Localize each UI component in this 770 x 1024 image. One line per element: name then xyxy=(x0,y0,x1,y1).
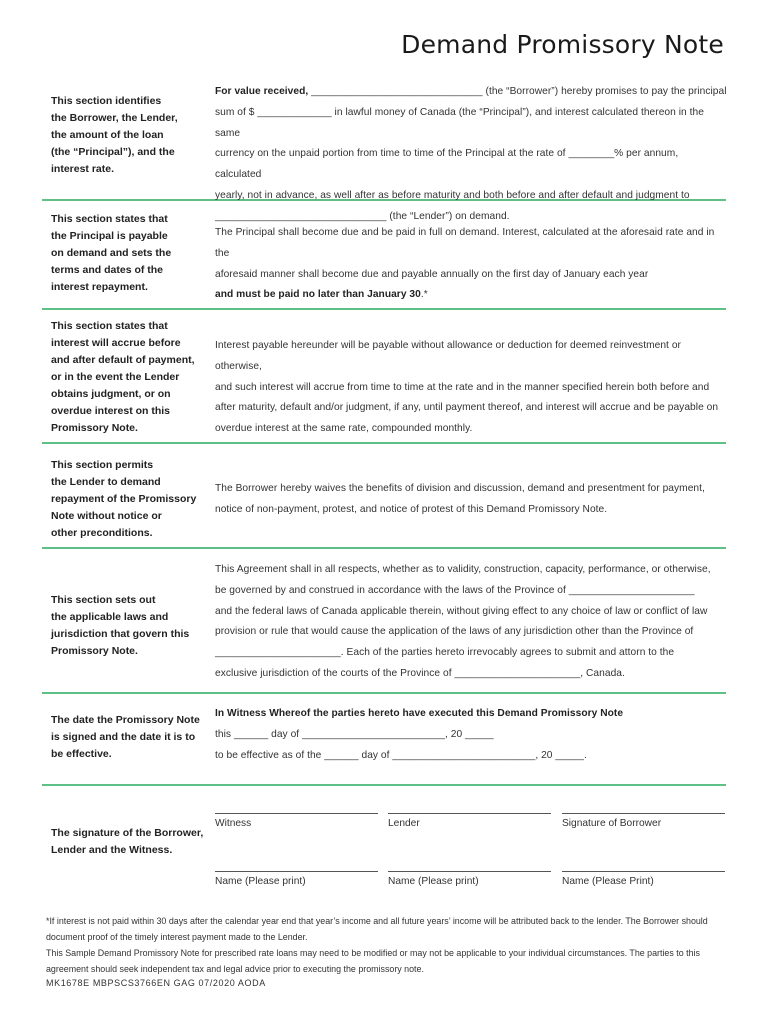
governing-law-clause: This Agreement shall in all respects, whether as to validity, construction, capacity, performance, or otherwise, be governed by and construed in accordance with the laws of the Province of ______________________ and the federal laws of Canada applicable therein, without giving effect to any choice of law or conflict of law provision or rule that would cause the application of the laws of any jurisdiction other than the Province of ______________________. Each of the parties hereto irrevocably agrees to submit and attorn to the exclusive jurisdiction of the courts of the Province of ______________________, Canada. xyxy=(215,564,711,679)
signing-day-field[interactable]: ______ xyxy=(233,728,269,740)
interest-rate-field[interactable]: ________ xyxy=(568,148,615,160)
province-field[interactable]: ______________________ xyxy=(215,647,341,659)
province-field[interactable]: ______________________ xyxy=(568,584,695,596)
section-divider xyxy=(42,784,726,786)
section-description: The signature of the Borrower, Lender and the Witness. xyxy=(51,827,204,856)
form-code: MK1678E MBPSCS3766EN GAG 07/2020 AODA xyxy=(46,978,266,988)
section-divider xyxy=(42,442,726,444)
witness-signature-line[interactable] xyxy=(215,813,378,814)
effective-day-field[interactable]: ______ xyxy=(324,749,359,761)
section-description: This section states that the Principal is payable on demand and sets the terms and dates of the interest repayment. xyxy=(51,213,172,293)
borrower-signature-label: Signature of Borrower xyxy=(562,818,662,829)
interest-accrual-clause: Interest payable hereunder will be payable without allowance or deduction for deemed reinvestment or otherwise, and such interest will accrue from time to time at the rate and in the manner specified herein both before and after maturity, default and/or judgment, if any, until payment thereof, and interest will accrue and be payable on overdue interest at the same rate, compounded monthly. xyxy=(215,340,719,435)
section-divider xyxy=(42,547,726,549)
principal-amount-field[interactable]: _____________ xyxy=(257,106,332,118)
witness-label: Witness xyxy=(215,818,252,829)
borrower-name-field[interactable]: ______________________________ xyxy=(311,86,483,97)
province-field[interactable]: ______________________ xyxy=(454,667,581,679)
section-description: This section sets out the applicable laws and jurisdiction that govern this Promissory Note. xyxy=(51,594,190,657)
section-description: This section permits the Lender to demand repayment of the Promissory Note without notice or other preconditions. xyxy=(51,459,197,539)
lender-signature-line[interactable] xyxy=(388,813,551,814)
section-divider xyxy=(42,308,726,310)
repayment-clause: The Principal shall become due and be paid in full on demand. Interest, calculated at the aforesaid rate and in the aforesaid manner shall become due and payable annually on the first day of January each year and must be paid no later than January 30.* xyxy=(215,227,715,301)
borrower-signature-line[interactable] xyxy=(562,813,725,814)
borrower-name-line[interactable] xyxy=(562,871,725,872)
section-description: The date the Promissory Note is signed and the date it is to be effective. xyxy=(51,714,200,760)
effective-month-field[interactable]: _________________________ xyxy=(392,749,536,761)
section-description: This section identifies the Borrower, the Lender, the amount of the loan (the “Principal”), and the interest rate. xyxy=(51,95,178,175)
signing-year-field[interactable]: _____ xyxy=(465,728,494,740)
principal-clause: For value received, ______________________________ (the “Borrower”) hereby promises to pay the principal sum of $ _____________ in lawful money of Canada (the “Principal”), and interest calculated thereon in the same currency on the unpaid portion from time to time of the Principal at the rate of ________% per annum, calculated yearly, not in advance, as well after as before maturity and both before and after default and judgment to ______________________________ (the “Lender”) on demand. xyxy=(215,86,727,222)
lender-label: Lender xyxy=(388,818,420,829)
disclaimer-note: This Sample Demand Promissory Note for prescribed rate loans may need to be modified or may not be applicable to your individual circumstances. The parties to this agreement should seek independent tax and legal advice prior to executing the promissory note. xyxy=(46,948,700,974)
page-title: Demand Promissory Note xyxy=(401,30,724,59)
signing-month-field[interactable]: _________________________ xyxy=(302,728,445,740)
name-print-label: Name (Please print) xyxy=(215,876,306,887)
effective-year-field[interactable]: _____ xyxy=(555,749,584,761)
witness-date-clause: In Witness Whereof the parties hereto have executed this Demand Promissory Note this ______ day of _________________________, 20 _____ to be effective as of the ______ day of _________________________, 20 _____. xyxy=(215,708,624,761)
waiver-clause: The Borrower hereby waives the benefits of division and discussion, demand and presentment for payment, notice of non-payment, protest, and notice of protest of this Demand Promissory Note. xyxy=(215,483,705,515)
lender-name-line[interactable] xyxy=(388,871,551,872)
witness-name-line[interactable] xyxy=(215,871,378,872)
footnotes xyxy=(46,913,726,977)
name-print-label: Name (Please Print) xyxy=(562,876,654,887)
interest-footnote: *If interest is not paid within 30 days after the calendar year end that year’s income and all future years’ income will be attributed back to the lender. The Borrower should document proof of the timely interest payment made to the Lender. xyxy=(46,916,708,942)
section-description: This section states that interest will accrue before and after default of payment, or in the event the Lender obtains judgment, or on overdue interest on this Promissory Note. xyxy=(51,320,195,434)
name-print-label: Name (Please print) xyxy=(388,876,479,887)
section-divider xyxy=(42,692,726,694)
lender-name-field[interactable]: ______________________________ xyxy=(215,210,387,222)
